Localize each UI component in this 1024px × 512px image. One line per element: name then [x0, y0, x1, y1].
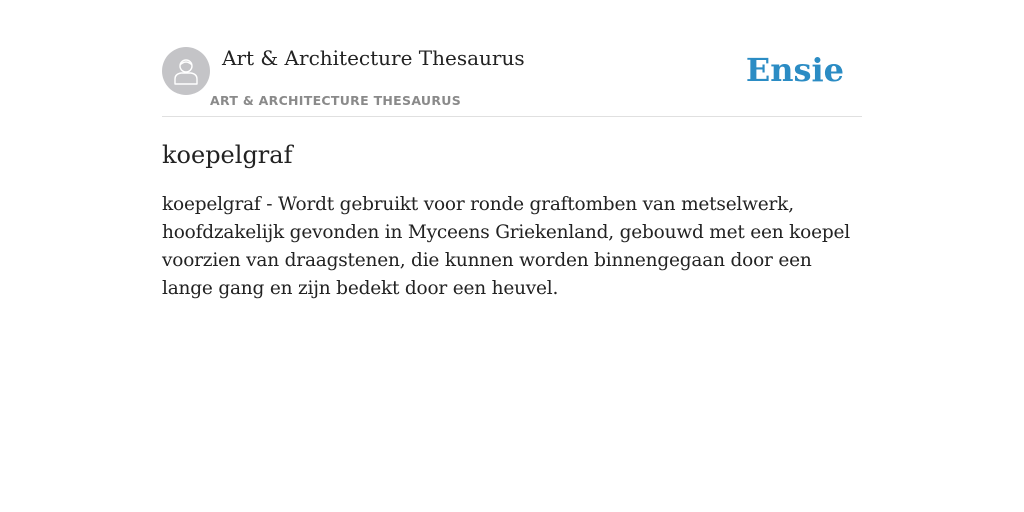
page-container	[162, 0, 862, 303]
entry-header	[162, 0, 862, 117]
category-label[interactable]: ART & ARCHITECTURE THESAURUS	[210, 93, 462, 108]
entry-definition: koepelgraf - Wordt gebruikt voor ronde graftomben van metselwerk, hoofdzakelijk gevonden in Myceens Griekenland, gebouwd met een koepel voorzien van draagstenen, die kunnen worden binnengegaan door een lange gang en zijn bedekt door een heuvel.	[162, 194, 850, 299]
user-icon	[171, 56, 201, 86]
brand-logo[interactable]: Ensie	[745, 51, 844, 89]
avatar[interactable]	[162, 47, 210, 95]
author-name[interactable]: Art & Architecture Thesaurus	[222, 46, 525, 70]
entry-title: koepelgraf	[162, 141, 293, 169]
